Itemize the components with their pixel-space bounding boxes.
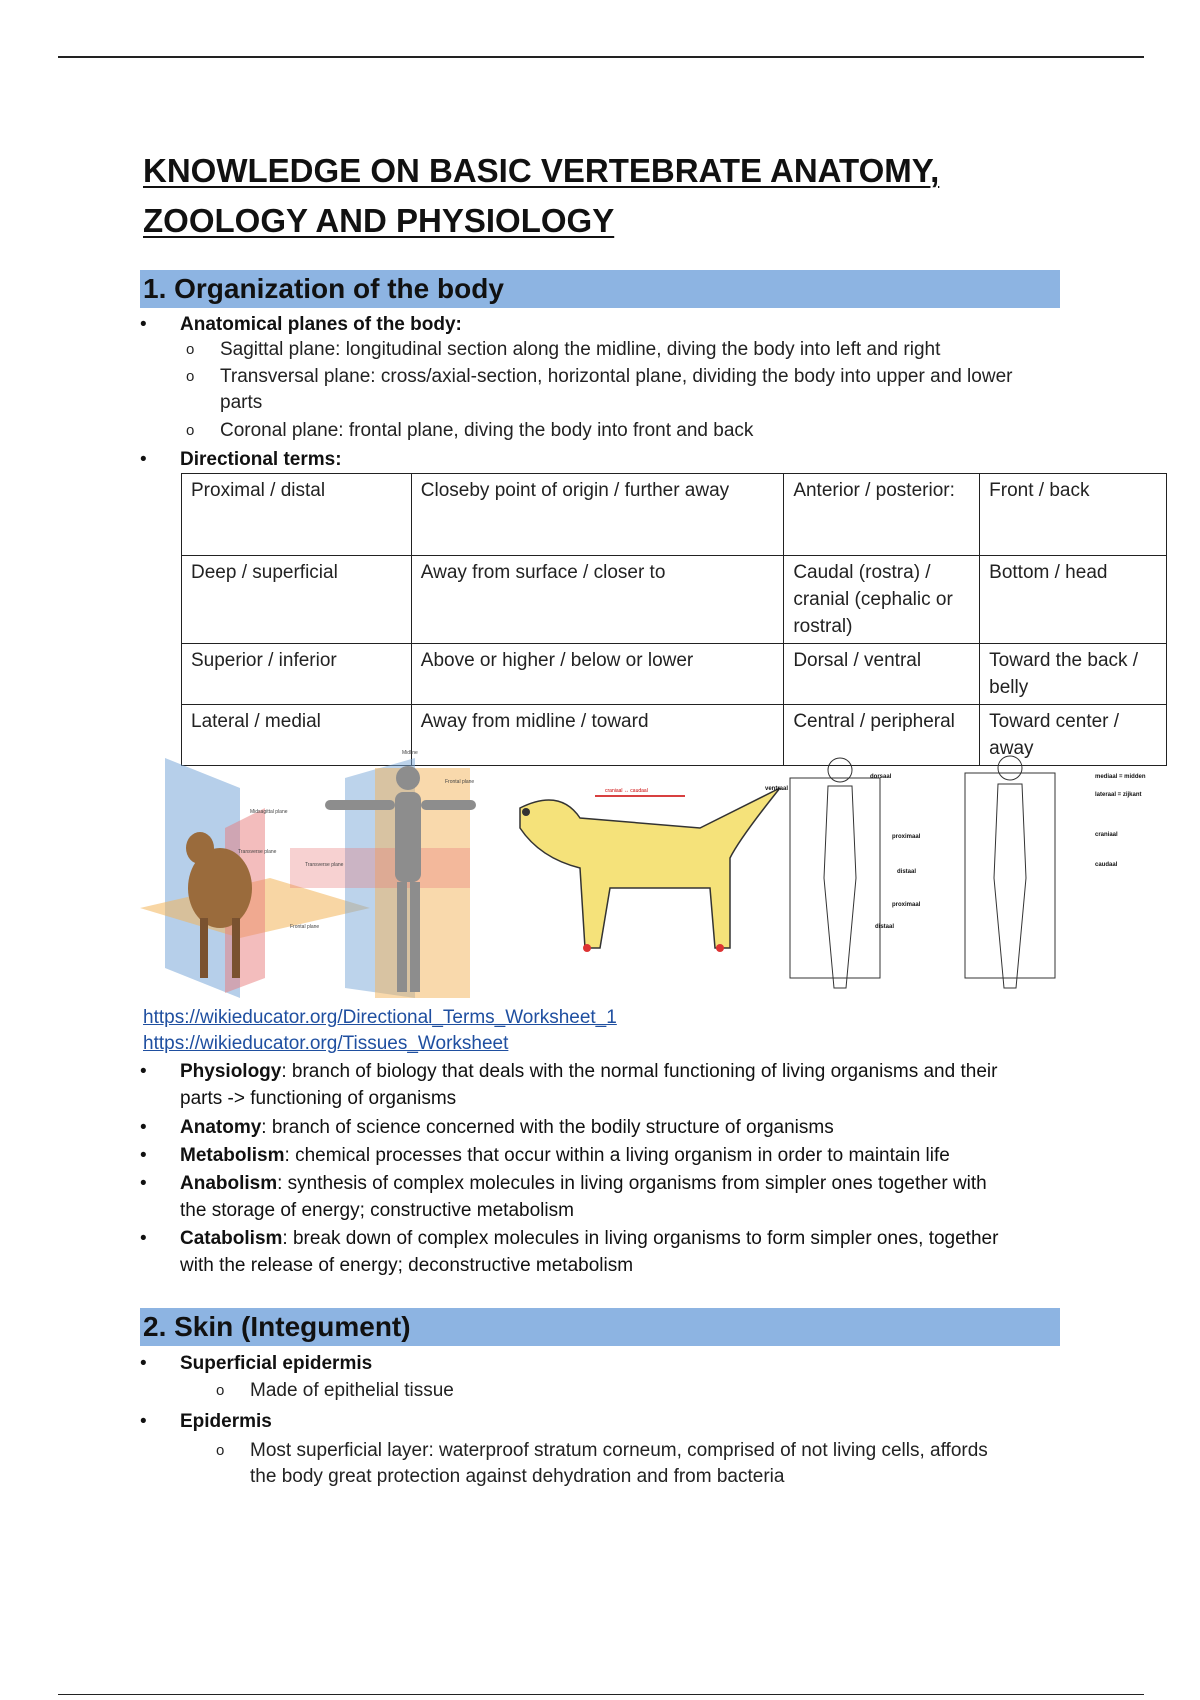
footer-rule	[58, 1694, 1144, 1695]
table-cell: Dorsal / ventral	[784, 644, 980, 705]
section-heading-organization: 1. Organization of the body	[140, 270, 1060, 308]
title-line-1: KNOWLEDGE ON BASIC VERTEBRATE ANATOMY,	[143, 152, 940, 189]
table-cell: Away from surface / closer to	[411, 556, 784, 644]
dog-directional-illustration	[520, 788, 780, 952]
human-torso	[395, 792, 421, 882]
human-outline-dorsal-ventral	[765, 758, 921, 988]
label-proximaal-1: proximaal	[892, 834, 921, 840]
table-cell: Bottom / head	[980, 556, 1167, 644]
coronal-text: Coronal plane: frontal plane, diving the body into front and back	[220, 420, 754, 441]
table-cell: Lateral / medial	[182, 705, 412, 766]
table-cell: Deep / superficial	[182, 556, 412, 644]
table-cell: Closeby point of origin / further away	[411, 474, 784, 556]
term-catabolism: Catabolism	[180, 1228, 283, 1249]
epidermis-label: Epidermis	[180, 1411, 272, 1432]
sagittal-text: Sagittal plane: longitudinal section along the midline, diving the body into left and right	[220, 339, 941, 360]
header-rule	[58, 56, 1144, 58]
term-metabolism: Metabolism	[180, 1145, 285, 1166]
table-cell: Above or higher / below or lower	[411, 644, 784, 705]
table-row	[182, 474, 1167, 556]
anatomy-figure	[140, 748, 1175, 1010]
transverse-plane-shape-human	[290, 848, 470, 888]
label-lateraal: lateraal = zijkant	[1095, 792, 1142, 798]
label-distaal-1: distaal	[897, 869, 917, 875]
definition-text-cont: with the release of energy; deconstructive metabolism	[180, 1255, 634, 1276]
table-cell: Toward the back / belly	[980, 644, 1167, 705]
human-planes-illustration	[290, 750, 476, 998]
label-transverse-goat: Transverse plane	[238, 849, 277, 855]
term-anatomy: Anatomy	[180, 1117, 262, 1138]
table-cell: Front / back	[980, 474, 1167, 556]
label-distaal-2: distaal	[875, 924, 895, 930]
goat-head	[186, 832, 214, 864]
label-midsagittal: Midsagittal plane	[250, 809, 288, 815]
bullet-dot: •	[140, 449, 147, 470]
definition-text: : branch of biology that deals with the normal functioning of living organisms and their	[281, 1061, 998, 1082]
label-frontal-human: Frontal plane	[445, 779, 475, 785]
label-dorsaal: dorsaal	[870, 774, 892, 780]
bullet-dot: •	[140, 314, 147, 335]
section-heading-skin: 2. Skin (Integument)	[140, 1308, 1060, 1346]
term-physiology: Physiology	[180, 1061, 282, 1082]
definition-text: : branch of science concerned with the bodily structure of organisms	[261, 1117, 834, 1138]
label-proximaal-2: proximaal	[892, 902, 921, 908]
stratum-text-line2: the body great protection against dehydration and from bacteria	[250, 1466, 785, 1487]
link-tissues[interactable]: https://wikieducator.org/Tissues_Worksheet	[143, 1033, 509, 1054]
table-cell: Superior / inferior	[182, 644, 412, 705]
dog-body	[520, 788, 780, 948]
label-mediaal: mediaal = midden	[1095, 774, 1146, 780]
table-cell: Away from midline / toward	[411, 705, 784, 766]
table-cell: Central / peripheral	[784, 705, 980, 766]
label-transverse-human: Transverse plane	[305, 862, 344, 868]
table-cell: Toward center / away	[980, 705, 1167, 766]
dog-nose	[522, 808, 530, 816]
stratum-text-line1: Most superficial layer: waterproof stratum corneum, comprised of not living cells, affords	[250, 1440, 988, 1461]
table-row	[182, 644, 1167, 705]
human-head	[396, 766, 420, 790]
human-outline-medial-lateral	[965, 756, 1146, 988]
term-anabolism: Anabolism	[180, 1173, 278, 1194]
definition-text: : synthesis of complex molecules in living organisms from simpler ones together with	[277, 1173, 987, 1194]
epithelial-text: Made of epithelial tissue	[250, 1380, 454, 1401]
sub-bullet: o	[186, 422, 195, 439]
table-cell: Caudal (rostra) / cranial (cephalic or rostral)	[784, 556, 980, 644]
label-cranial-caudal: craniaal ↔ caudaal	[605, 788, 648, 794]
label-frontal-goat: Frontal plane	[290, 924, 320, 930]
planes-label: Anatomical planes of the body:	[180, 314, 462, 335]
label-ventraal: ventraal	[765, 786, 789, 792]
definition-text: : chemical processes that occur within a living organism in order to maintain life	[284, 1145, 950, 1166]
definition-text-cont: parts -> functioning of organisms	[180, 1088, 457, 1109]
table-cell: Proximal / distal	[182, 474, 412, 556]
table-cell: Anterior / posterior:	[784, 474, 980, 556]
superficial-epidermis-label: Superficial epidermis	[180, 1353, 373, 1374]
directional-label: Directional terms:	[180, 449, 342, 470]
definition-text: : break down of complex molecules in living organisms to form simpler ones, together	[282, 1228, 999, 1249]
definition-text-cont: the storage of energy; constructive metabolism	[180, 1200, 574, 1221]
link-directional-terms[interactable]: https://wikieducator.org/Directional_Terms_Worksheet_1	[143, 1007, 617, 1028]
table-row	[182, 556, 1167, 644]
directional-terms-table	[181, 473, 1167, 766]
title-line-2: ZOOLOGY AND PHYSIOLOGY	[143, 202, 615, 239]
transversal-text: Transversal plane: cross/axial-section, horizontal plane, dividing the body into upper and lower parts	[220, 366, 1013, 413]
label-craniaal: craniaal	[1095, 832, 1118, 838]
label-caudaal: caudaal	[1095, 862, 1118, 868]
document-title	[143, 146, 939, 246]
sub-bullet: o	[186, 368, 195, 385]
label-midline: Midline	[402, 750, 418, 756]
sub-bullet: o	[186, 341, 195, 358]
